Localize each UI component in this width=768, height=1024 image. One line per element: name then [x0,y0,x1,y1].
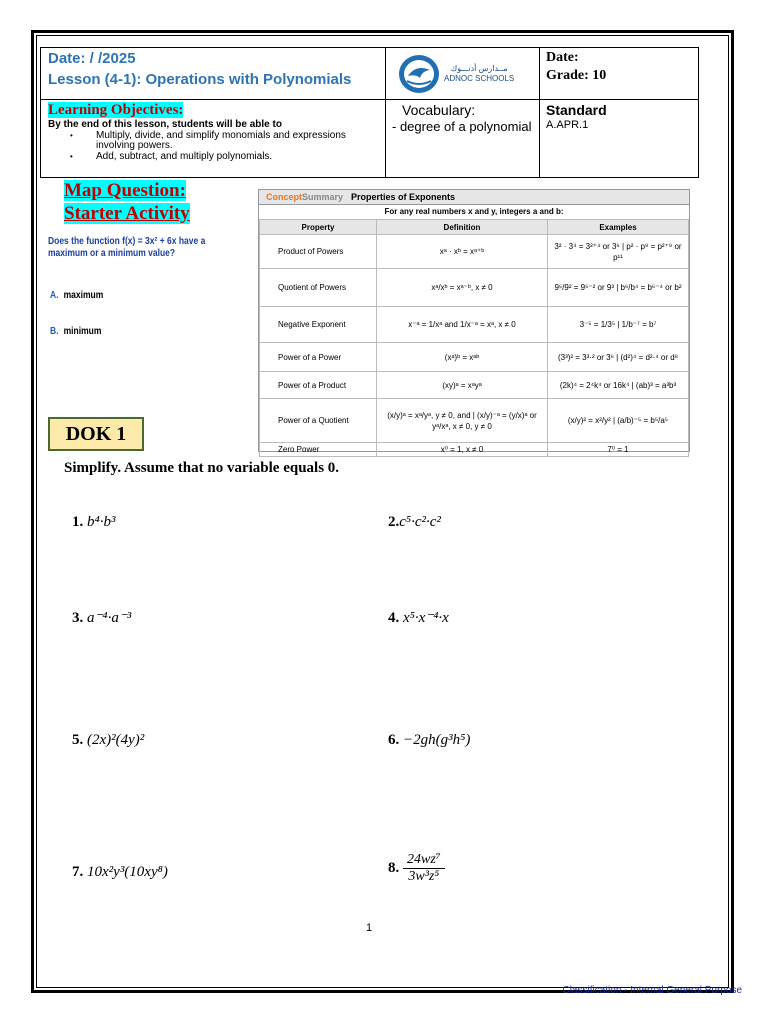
vocabulary-heading: Vocabulary: [402,102,476,118]
page-number: 1 [366,922,373,934]
problem-expression: 10x²y³(10xy⁸) [87,864,168,880]
grade-label: Grade: 10 [546,68,607,83]
definition-cell: (x/y)ᵃ = xᵃ/yᵃ, y ≠ 0, and | (x/y)⁻ᵃ = (y/x)ᵃ or yᵃ/xᵃ, x ≠ 0, y ≠ 0 [377,399,548,443]
problem-number: 1. [72,514,84,530]
choice-text: minimum [63,326,102,337]
problem-expression: x⁵·x⁻⁴·x [403,610,449,626]
choice-letter: A. [50,290,59,301]
objectives-cell [41,100,386,178]
property-cell: Product of Powers [260,235,377,269]
standard-heading: Standard [546,102,607,118]
table-row [260,235,689,269]
adnoc-schools-logo [398,54,514,94]
problem-7 [72,864,168,881]
problem-number: 2. [388,514,400,530]
definition-cell: xᵃ/xᵇ = xᵃ⁻ᵇ, x ≠ 0 [377,269,548,307]
objective-item: • Add, subtract, and multiply polynomials. [96,152,385,162]
problem-1 [72,514,115,531]
starter-question: Does the function f(x) = 3x² + 6x have a maximum or a minimum value? [48,236,206,259]
date-line: Date: / /2025 [48,50,136,67]
table-row [260,307,689,343]
choice-letter: B. [50,326,59,337]
problem-expression: a⁻⁴·a⁻³ [87,610,132,626]
starter-activity-title: Starter Activity [64,203,190,224]
concept-summary-box [258,189,690,452]
examples-cell: 7⁰ = 1 [548,443,689,457]
choice-b [50,326,101,337]
property-cell: Negative Exponent [260,307,377,343]
problem-number: 6. [388,732,400,748]
table-row [260,372,689,399]
problem-number: 5. [72,732,84,748]
fraction-numerator: 24wz⁷ [403,852,445,869]
fraction-denominator: 3w³z⁵ [408,869,440,884]
problem-number: 7. [72,864,84,880]
classification-footer: Classification - Internal General Purpose [562,985,742,996]
dok-badge: DOK 1 [48,417,144,451]
vocabulary-item: - degree of a polynomial [392,119,532,134]
table-row [260,399,689,443]
problem-6 [388,732,470,749]
problem-expression: −2gh(g³h⁵) [403,732,471,748]
problem-5 [72,732,144,749]
problem-2 [388,514,441,531]
definition-cell: x⁻ᵃ = 1/xᵃ and 1/x⁻ᵃ = xᵃ, x ≠ 0 [377,307,548,343]
lesson-title-cell [41,48,386,100]
instructions: Simplify. Assume that no variable equals 0. [64,460,340,476]
problem-3 [72,608,131,627]
examples-cell: (x/y)² = x²/y² | (a/b)⁻⁵ = b⁵/a⁵ [548,399,689,443]
definition-cell: (xy)ᵃ = xᵃyᵃ [377,372,548,399]
table-row [260,343,689,372]
property-cell: Zero Power [260,443,377,457]
examples-cell: (3³)² = 3³·² or 3⁶ | (d²)⁴ = d²·⁴ or d⁸ [548,343,689,372]
column-header: Property [260,220,377,235]
problem-4 [388,608,449,627]
examples-cell: 9⁵/9² = 9⁵⁻² or 9³ | b⁶/b⁴ = b⁶⁻⁴ or b² [548,269,689,307]
objectives-intro: By the end of this lesson, students will be able to [48,119,282,130]
examples-cell: (2k)⁴ = 2⁴k⁴ or 16k⁴ | (ab)³ = a³b³ [548,372,689,399]
dolphin-logo-icon [398,54,440,94]
lesson-title: Lesson (4-1): Operations with Polynomials [48,71,352,88]
map-question-title: Map Question: [64,180,186,201]
objectives-list [48,131,385,162]
map-question-heading [64,179,190,225]
problem-8 [388,852,445,885]
vocabulary-cell [386,100,540,178]
property-cell: Power of a Quotient [260,399,377,443]
standard-cell [540,100,699,178]
concept-brand: Concept [266,192,302,202]
examples-cell: 3⁻⁵ = 1/3⁵ | 1/b⁻⁷ = b⁷ [548,307,689,343]
problem-expression: (2x)²(4y)² [87,732,145,748]
definition-cell: xᵃ · xᵇ = xᵃ⁺ᵇ [377,235,548,269]
choice-text: maximum [63,290,104,301]
date-grade-cell [540,48,699,100]
summary-brand: Summary [302,192,344,202]
property-cell: Power of a Power [260,343,377,372]
date-label: Date: [546,50,579,65]
problem-number: 8. [388,859,400,876]
column-header: Definition [377,220,548,235]
exponent-properties-table [259,219,689,457]
concept-summary-subtitle: For any real numbers x and y, integers a and b: [384,207,564,216]
problem-number: 3. [72,610,84,626]
concept-summary-title: Properties of Exponents [351,192,456,202]
objectives-title: Learning Objectives: [48,102,184,118]
objective-item: • Multiply, divide, and simplify monomials and expressions involving powers. [96,131,385,151]
table-row [260,443,689,457]
column-header: Examples [548,220,689,235]
lesson-header-table [40,47,699,178]
property-cell: Power of a Product [260,372,377,399]
table-row [260,269,689,307]
logo-text-arabic: مــدارس أدنـــوك [450,64,508,73]
problem-number: 4. [388,610,400,626]
definition-cell: x⁰ = 1, x ≠ 0 [377,443,548,457]
problem-expression: c⁵·c²·c² [399,514,441,530]
fraction-expression [403,852,445,885]
standard-code: A.APR.1 [546,119,589,131]
logo-text-english: ADNOC SCHOOLS [444,74,515,83]
choice-a [50,290,103,301]
logo-cell [386,48,540,100]
property-cell: Quotient of Powers [260,269,377,307]
definition-cell: (xᵃ)ᵇ = xᵃᵇ [377,343,548,372]
problem-expression: b⁴·b³ [87,514,116,530]
examples-cell: 3² · 3⁴ = 3²⁺⁴ or 3⁶ | p² · p⁹ = p²⁺⁹ or p¹¹ [548,235,689,269]
concept-summary-header [259,190,689,205]
